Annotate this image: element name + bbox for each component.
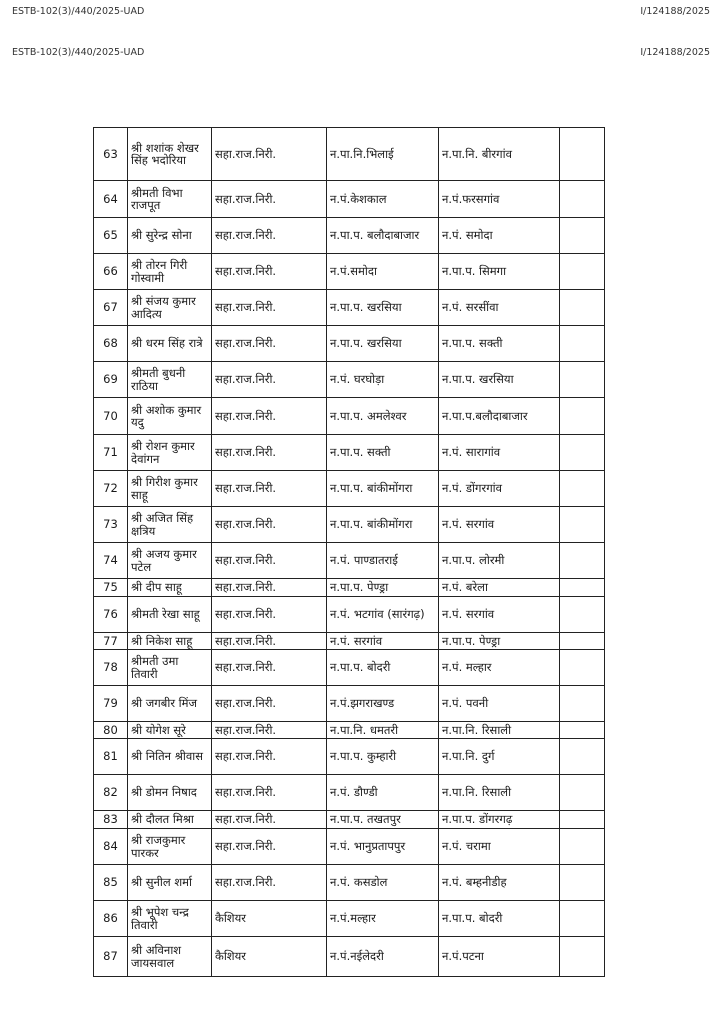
table-row	[94, 722, 605, 739]
file-reference: ESTB-102(3)/440/2025-UAD	[12, 6, 145, 17]
current-posting-cell: न.पं.झगराखण्ड	[327, 686, 439, 722]
serial-number-cell: 79	[94, 686, 128, 722]
page-header-top	[12, 6, 710, 17]
table-row	[94, 633, 605, 650]
remark-cell	[560, 507, 605, 543]
designation-cell: सहा.राज.निरी.	[212, 218, 327, 254]
new-posting-cell: न.पं. बम्हनीडीह	[439, 865, 560, 901]
employee-name-cell: श्री गिरीश कुमार साहू	[128, 471, 212, 507]
designation-cell: सहा.राज.निरी.	[212, 290, 327, 326]
employee-name-cell: श्री संजय कुमार आदित्य	[128, 290, 212, 326]
table-row	[94, 650, 605, 686]
table-row	[94, 901, 605, 937]
current-posting-cell: न.पं. डौण्डी	[327, 775, 439, 811]
new-posting-cell: न.पा.प. सिमगा	[439, 254, 560, 290]
serial-number-cell: 85	[94, 865, 128, 901]
designation-cell: सहा.राज.निरी.	[212, 865, 327, 901]
employee-name-cell: श्रीमती उमा तिवारी	[128, 650, 212, 686]
serial-number-cell: 63	[94, 128, 128, 181]
remark-cell	[560, 686, 605, 722]
table-row	[94, 937, 605, 977]
current-posting-cell: न.पा.प. बोदरी	[327, 650, 439, 686]
table-row	[94, 218, 605, 254]
designation-cell: कैशियर	[212, 901, 327, 937]
current-posting-cell: न.पं.समोदा	[327, 254, 439, 290]
serial-number-cell: 83	[94, 811, 128, 829]
new-posting-cell: न.पा.प. खरसिया	[439, 362, 560, 398]
designation-cell: सहा.राज.निरी.	[212, 362, 327, 398]
table-row	[94, 543, 605, 579]
designation-cell: सहा.राज.निरी.	[212, 811, 327, 829]
employee-name-cell: श्रीमती विभा राजपूत	[128, 181, 212, 218]
designation-cell: सहा.राज.निरी.	[212, 829, 327, 865]
remark-cell	[560, 128, 605, 181]
remark-cell	[560, 650, 605, 686]
remark-cell	[560, 543, 605, 579]
employee-name-cell: श्रीमती बुधनी राठिया	[128, 362, 212, 398]
table-row	[94, 362, 605, 398]
table-row	[94, 181, 605, 218]
serial-number-cell: 65	[94, 218, 128, 254]
serial-number-cell: 73	[94, 507, 128, 543]
transfer-table-body	[94, 128, 605, 977]
new-posting-cell: न.पा.नि. रिसाली	[439, 775, 560, 811]
current-posting-cell: न.पा.प. बांकीमोंगरा	[327, 507, 439, 543]
employee-name-cell: श्री निकेश साहू	[128, 633, 212, 650]
file-reference: ESTB-102(3)/440/2025-UAD	[12, 47, 145, 58]
serial-number-cell: 70	[94, 398, 128, 435]
designation-cell: सहा.राज.निरी.	[212, 579, 327, 597]
designation-cell: सहा.राज.निरी.	[212, 775, 327, 811]
employee-name-cell: श्री शशांक शेखर सिंह भदोरिया	[128, 128, 212, 181]
designation-cell: सहा.राज.निरी.	[212, 326, 327, 362]
serial-number-cell: 64	[94, 181, 128, 218]
current-posting-cell: न.पं. भटगांव (सारंगढ़)	[327, 597, 439, 633]
designation-cell: सहा.राज.निरी.	[212, 597, 327, 633]
current-posting-cell: न.पा.प. बांकीमोंगरा	[327, 471, 439, 507]
employee-name-cell: श्रीमती रेखा साहू	[128, 597, 212, 633]
table-row	[94, 579, 605, 597]
serial-number-cell: 81	[94, 739, 128, 775]
employee-name-cell: श्री दौलत मिश्रा	[128, 811, 212, 829]
inward-number: I/124188/2025	[640, 6, 710, 17]
employee-name-cell: श्री सुनील शर्मा	[128, 865, 212, 901]
remark-cell	[560, 937, 605, 977]
employee-name-cell: श्री अजित सिंह क्षत्रिय	[128, 507, 212, 543]
current-posting-cell: न.पा.प. कुम्हारी	[327, 739, 439, 775]
transfer-table	[93, 127, 605, 977]
table-row	[94, 471, 605, 507]
designation-cell: सहा.राज.निरी.	[212, 435, 327, 471]
current-posting-cell: न.पं.केशकाल	[327, 181, 439, 218]
designation-cell: सहा.राज.निरी.	[212, 254, 327, 290]
table-row	[94, 829, 605, 865]
employee-name-cell: श्री नितिन श्रीवास	[128, 739, 212, 775]
remark-cell	[560, 775, 605, 811]
table-row	[94, 865, 605, 901]
new-posting-cell: न.पं. बरेला	[439, 579, 560, 597]
serial-number-cell: 69	[94, 362, 128, 398]
employee-name-cell: श्री सुरेन्द्र सोना	[128, 218, 212, 254]
employee-name-cell: श्री राजकुमार पारकर	[128, 829, 212, 865]
inward-number: I/124188/2025	[640, 47, 710, 58]
current-posting-cell: न.पं. पाण्डातराई	[327, 543, 439, 579]
remark-cell	[560, 290, 605, 326]
table-row	[94, 597, 605, 633]
remark-cell	[560, 435, 605, 471]
new-posting-cell: न.पं. सारागांव	[439, 435, 560, 471]
remark-cell	[560, 901, 605, 937]
serial-number-cell: 66	[94, 254, 128, 290]
designation-cell: सहा.राज.निरी.	[212, 471, 327, 507]
current-posting-cell: न.पा.प. खरसिया	[327, 290, 439, 326]
current-posting-cell: न.पा.प. खरसिया	[327, 326, 439, 362]
current-posting-cell: न.पं. भानुप्रतापपुर	[327, 829, 439, 865]
remark-cell	[560, 398, 605, 435]
designation-cell: सहा.राज.निरी.	[212, 398, 327, 435]
remark-cell	[560, 829, 605, 865]
current-posting-cell: न.पा.प. बलौदाबाजार	[327, 218, 439, 254]
employee-name-cell: श्री डोमन निषाद	[128, 775, 212, 811]
designation-cell: सहा.राज.निरी.	[212, 181, 327, 218]
new-posting-cell: न.पं. चरामा	[439, 829, 560, 865]
designation-cell: सहा.राज.निरी.	[212, 650, 327, 686]
employee-name-cell: श्री अजय कुमार पटेल	[128, 543, 212, 579]
current-posting-cell: न.पा.नि. धमतरी	[327, 722, 439, 739]
serial-number-cell: 75	[94, 579, 128, 597]
employee-name-cell: श्री अशोक कुमार यदु	[128, 398, 212, 435]
table-row	[94, 739, 605, 775]
serial-number-cell: 76	[94, 597, 128, 633]
serial-number-cell: 72	[94, 471, 128, 507]
new-posting-cell: न.पं. सरसींवा	[439, 290, 560, 326]
remark-cell	[560, 811, 605, 829]
current-posting-cell: न.पा.प. अमलेश्वर	[327, 398, 439, 435]
employee-name-cell: श्री भूपेश चन्द्र तिवारी	[128, 901, 212, 937]
current-posting-cell: न.पा.प. तखतपुर	[327, 811, 439, 829]
current-posting-cell: न.पं. कसडोल	[327, 865, 439, 901]
new-posting-cell: न.पा.प. पेण्ड्रा	[439, 633, 560, 650]
table-row	[94, 435, 605, 471]
serial-number-cell: 82	[94, 775, 128, 811]
new-posting-cell: न.पं. सरगांव	[439, 507, 560, 543]
new-posting-cell: न.पा.नि. बीरगांव	[439, 128, 560, 181]
designation-cell: सहा.राज.निरी.	[212, 543, 327, 579]
serial-number-cell: 80	[94, 722, 128, 739]
employee-name-cell: श्री अविनाश जायसवाल	[128, 937, 212, 977]
new-posting-cell: न.पा.प.बलौदाबाजार	[439, 398, 560, 435]
table-row	[94, 686, 605, 722]
table-row	[94, 254, 605, 290]
designation-cell: सहा.राज.निरी.	[212, 722, 327, 739]
designation-cell: सहा.राज.निरी.	[212, 633, 327, 650]
table-row	[94, 290, 605, 326]
designation-cell: सहा.राज.निरी.	[212, 128, 327, 181]
remark-cell	[560, 181, 605, 218]
new-posting-cell: न.पं. समोदा	[439, 218, 560, 254]
serial-number-cell: 78	[94, 650, 128, 686]
remark-cell	[560, 597, 605, 633]
new-posting-cell: न.पा.नि. रिसाली	[439, 722, 560, 739]
new-posting-cell: न.पं.फरसगांव	[439, 181, 560, 218]
new-posting-cell: न.पा.प. बोदरी	[439, 901, 560, 937]
new-posting-cell: न.पा.प. सक्ती	[439, 326, 560, 362]
designation-cell: सहा.राज.निरी.	[212, 739, 327, 775]
page-header-second	[12, 47, 710, 58]
current-posting-cell: न.पं.नईलेदरी	[327, 937, 439, 977]
remark-cell	[560, 326, 605, 362]
table-row	[94, 398, 605, 435]
employee-name-cell: श्री तोरन गिरी गोस्वामी	[128, 254, 212, 290]
current-posting-cell: न.पा.प. सक्ती	[327, 435, 439, 471]
current-posting-cell: न.पा.नि.भिलाई	[327, 128, 439, 181]
serial-number-cell: 74	[94, 543, 128, 579]
remark-cell	[560, 633, 605, 650]
remark-cell	[560, 471, 605, 507]
serial-number-cell: 84	[94, 829, 128, 865]
serial-number-cell: 71	[94, 435, 128, 471]
current-posting-cell: न.पं. सरगांव	[327, 633, 439, 650]
employee-name-cell: श्री योगेश सूरे	[128, 722, 212, 739]
current-posting-cell: न.पा.प. पेण्ड्रा	[327, 579, 439, 597]
new-posting-cell: न.पा.प. डोंगरगढ़	[439, 811, 560, 829]
remark-cell	[560, 722, 605, 739]
table-row	[94, 811, 605, 829]
employee-name-cell: श्री दीप साहू	[128, 579, 212, 597]
current-posting-cell: न.पं. घरघोड़ा	[327, 362, 439, 398]
table-row	[94, 775, 605, 811]
remark-cell	[560, 865, 605, 901]
new-posting-cell: न.पं. मल्हार	[439, 650, 560, 686]
new-posting-cell: न.पं. पवनी	[439, 686, 560, 722]
employee-name-cell: श्री जगबीर मिंज	[128, 686, 212, 722]
employee-name-cell: श्री रोशन कुमार देवांगन	[128, 435, 212, 471]
remark-cell	[560, 579, 605, 597]
table-row	[94, 128, 605, 181]
new-posting-cell: न.पं.पटना	[439, 937, 560, 977]
designation-cell: सहा.राज.निरी.	[212, 686, 327, 722]
employee-name-cell: श्री धरम सिंह रात्रे	[128, 326, 212, 362]
remark-cell	[560, 254, 605, 290]
new-posting-cell: न.पा.नि. दुर्ग	[439, 739, 560, 775]
remark-cell	[560, 218, 605, 254]
table-row	[94, 326, 605, 362]
new-posting-cell: न.पा.प. लोरमी	[439, 543, 560, 579]
serial-number-cell: 68	[94, 326, 128, 362]
remark-cell	[560, 362, 605, 398]
new-posting-cell: न.पं. सरगांव	[439, 597, 560, 633]
new-posting-cell: न.पं. डोंगरगांव	[439, 471, 560, 507]
remark-cell	[560, 739, 605, 775]
serial-number-cell: 87	[94, 937, 128, 977]
designation-cell: कैशियर	[212, 937, 327, 977]
designation-cell: सहा.राज.निरी.	[212, 507, 327, 543]
serial-number-cell: 77	[94, 633, 128, 650]
serial-number-cell: 86	[94, 901, 128, 937]
table-row	[94, 507, 605, 543]
current-posting-cell: न.पं.मल्हार	[327, 901, 439, 937]
serial-number-cell: 67	[94, 290, 128, 326]
